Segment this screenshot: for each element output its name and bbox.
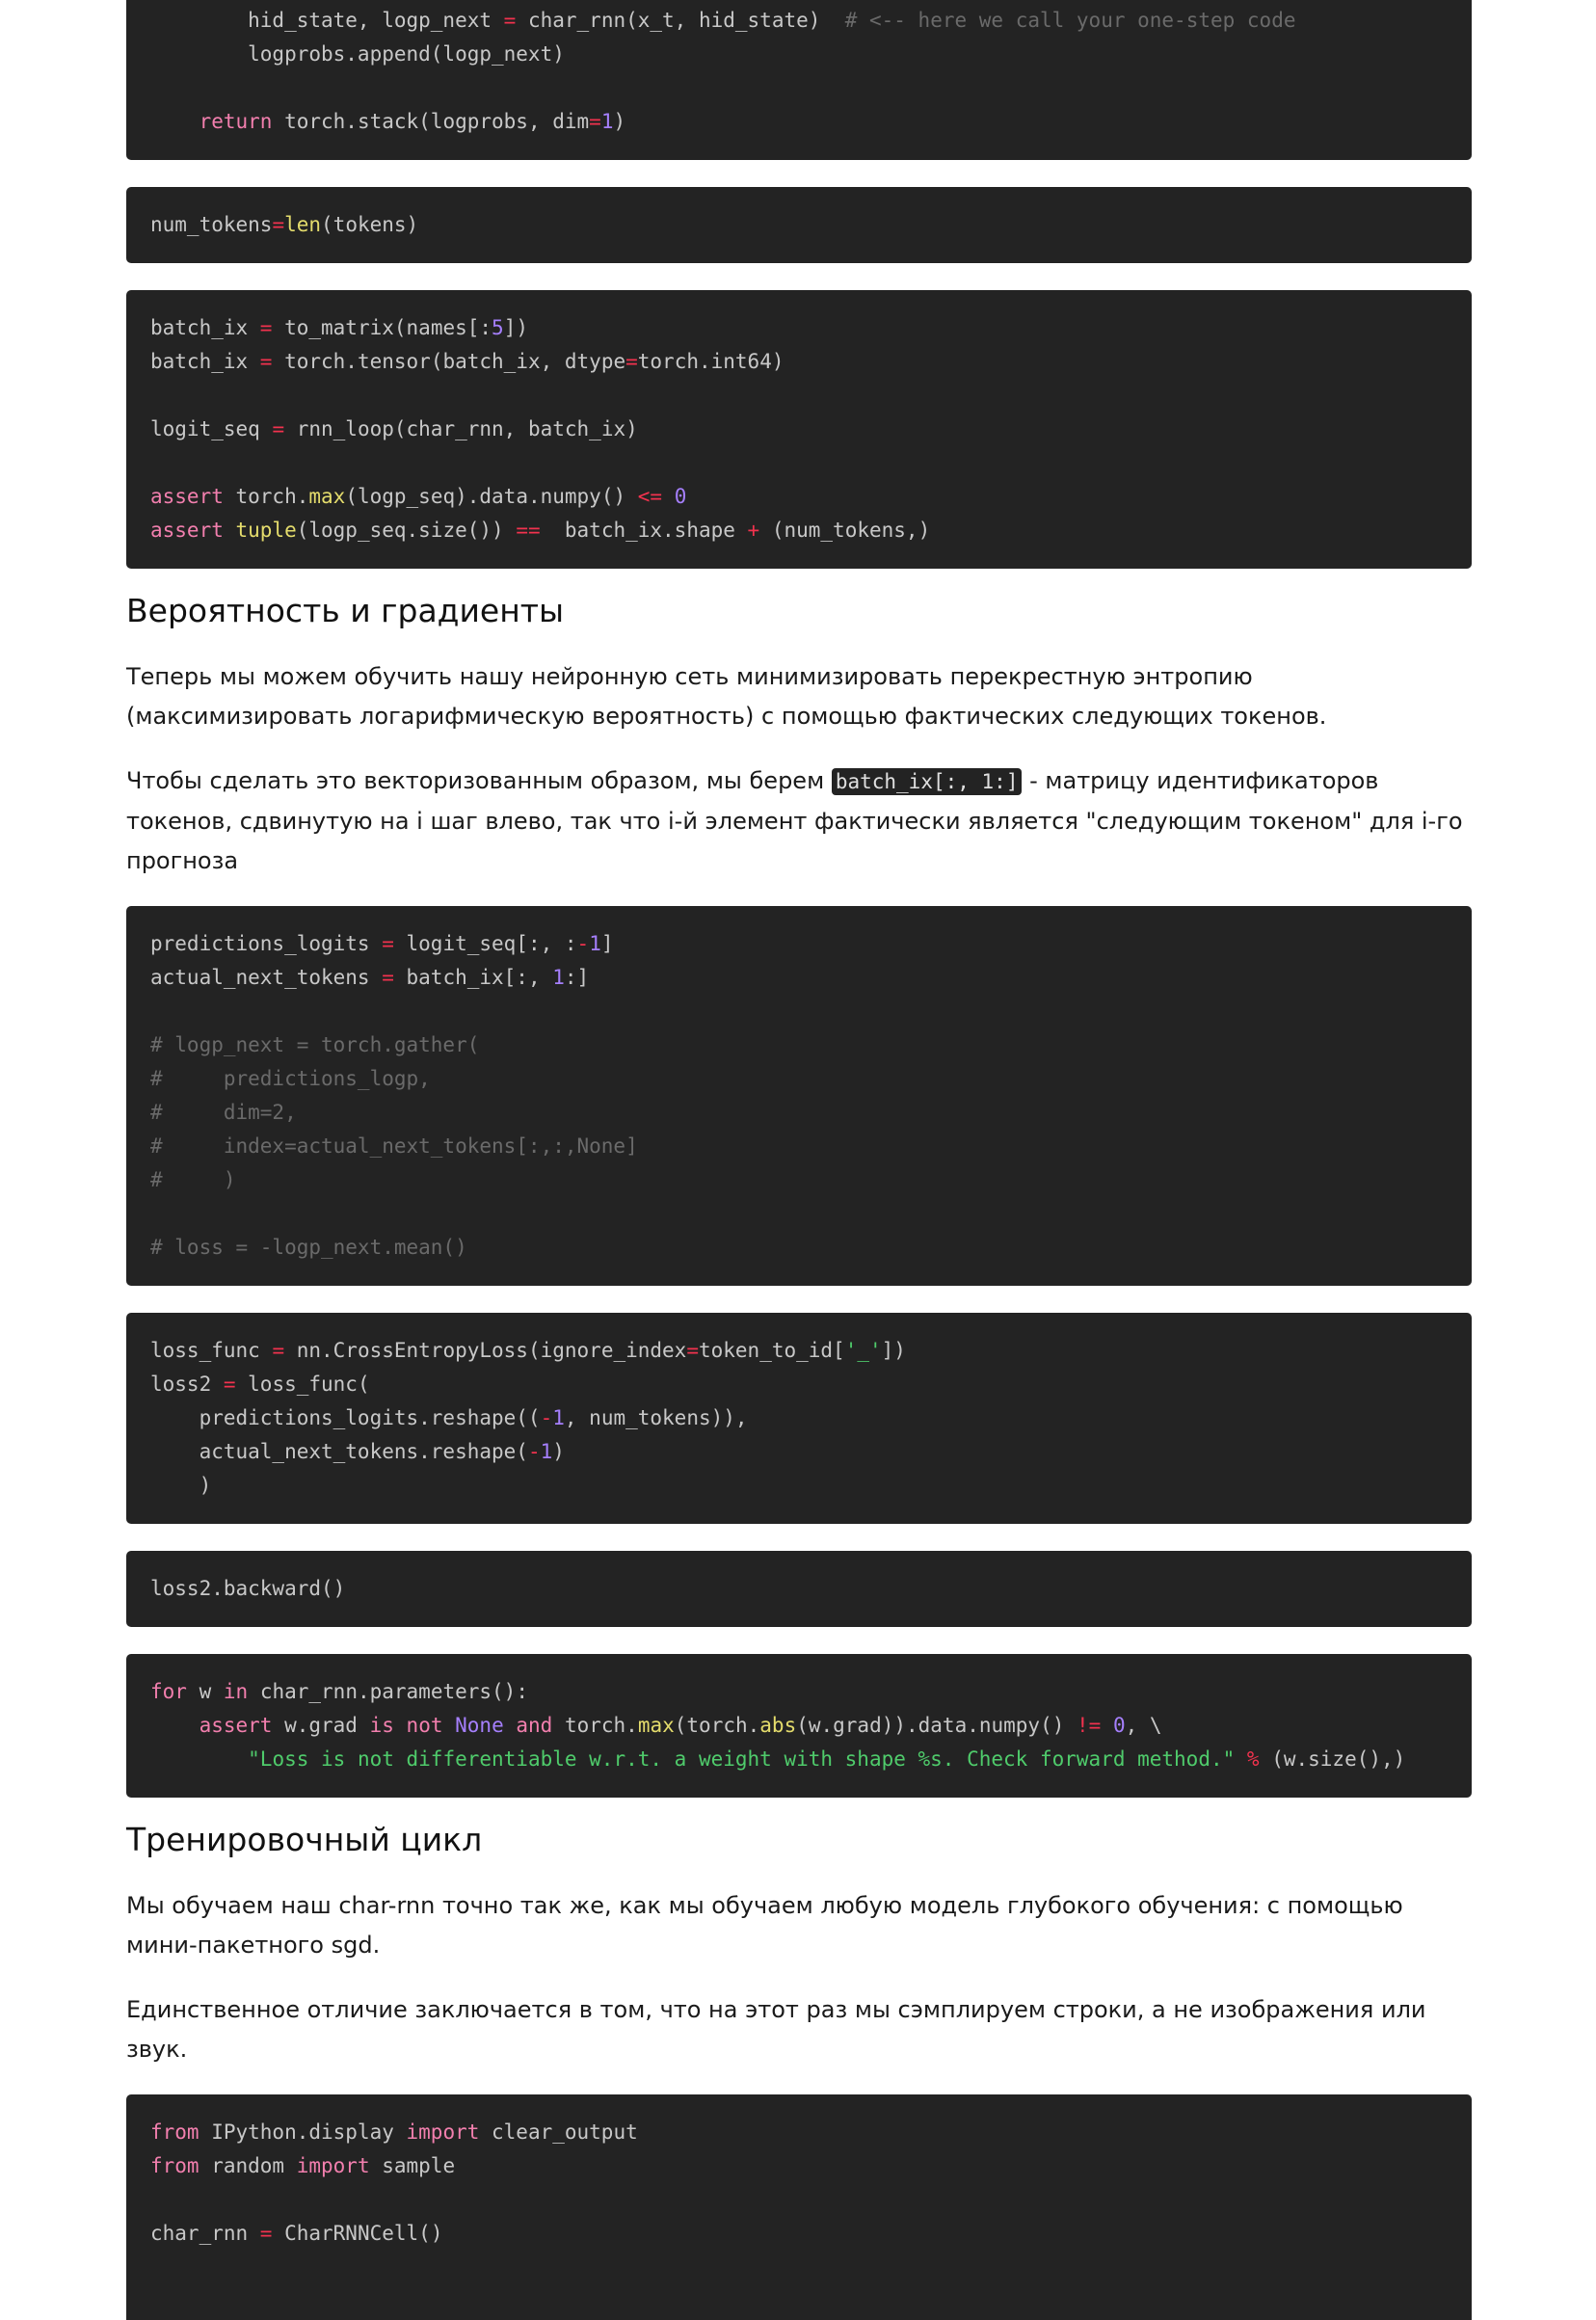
- keyword: from: [150, 2120, 200, 2144]
- code-line: [150, 311, 1448, 345]
- number-literal: 1: [540, 1440, 553, 1463]
- code-text: predictions_logits.reshape((: [150, 1406, 541, 1429]
- builtin-function: len: [284, 213, 322, 236]
- code-text: random: [199, 2154, 297, 2177]
- builtin-function: max: [637, 1714, 675, 1737]
- code-line: [150, 105, 1448, 139]
- code-line: [150, 1675, 1448, 1709]
- builtin-function: max: [308, 485, 346, 508]
- code-line: [150, 1197, 1448, 1231]
- code-line: [150, 1435, 1448, 1469]
- code-text: nn.CrossEntropyLoss(ignore_index: [284, 1339, 687, 1362]
- code-batch-test[interactable]: [126, 290, 1472, 569]
- code-line: [150, 4, 1448, 38]
- code-line: [150, 379, 1448, 413]
- paragraph: [126, 761, 1472, 881]
- code-text: [1235, 1747, 1247, 1771]
- code-text: w: [186, 1680, 224, 1703]
- keyword: and: [516, 1714, 553, 1737]
- code-text: torch.stack(logprobs, dim: [272, 110, 590, 133]
- code-line: [150, 995, 1448, 1028]
- paragraph: Мы обучаем наш char-rnn точно так же, как мы обучаем любую модель глубокого обучения: с помощью мини-пакетного sgd.: [126, 1892, 1403, 1959]
- operator: -: [576, 932, 590, 955]
- code-line: [150, 1062, 1448, 1096]
- code-text: ): [552, 1440, 565, 1463]
- operator: ==: [516, 519, 541, 542]
- code-line: [150, 1572, 1448, 1606]
- code-text: (torch.: [674, 1714, 760, 1737]
- code-line: [150, 1401, 1448, 1435]
- number-literal: 5: [492, 316, 504, 339]
- code-line: [150, 514, 1448, 547]
- operator: =: [259, 2222, 273, 2245]
- operator: +: [747, 519, 760, 542]
- code-line: [150, 2116, 1448, 2149]
- code-text: torch.: [552, 1714, 638, 1737]
- code-line: [150, 1231, 1448, 1265]
- code-text: w.grad: [272, 1714, 370, 1737]
- number-literal: 1: [600, 110, 614, 133]
- keyword: import: [296, 2154, 370, 2177]
- code-grad-check[interactable]: [126, 1654, 1472, 1798]
- code-text: predictions_logits: [150, 932, 383, 955]
- code-text: ): [613, 110, 626, 133]
- code-text: actual_next_tokens.reshape(: [150, 1440, 528, 1463]
- builtin-function: abs: [759, 1714, 797, 1737]
- code-text: [150, 1714, 200, 1737]
- code-text: hid_state, logp_next: [150, 9, 504, 32]
- code-text: (logp_seq).data.numpy(): [345, 485, 638, 508]
- code-rnn-loop-end[interactable]: [126, 0, 1472, 160]
- number-literal: 1: [552, 966, 565, 989]
- operator: =: [259, 350, 273, 373]
- code-text: [1101, 1714, 1113, 1737]
- code-text: ): [150, 1474, 212, 1497]
- code-text: [662, 485, 675, 508]
- code-text: CharRNNCell(): [272, 2222, 443, 2245]
- code-line: [150, 1028, 1448, 1062]
- operator: =: [272, 417, 285, 440]
- keyword: import: [406, 2120, 480, 2144]
- code-line: [150, 1709, 1448, 1743]
- paragraph-text: - матрицу идентификаторов токенов, сдвинутую на i шаг влево, так что i-й элемент фактически является "следующим токеном" для i-го прогноза: [126, 767, 1463, 874]
- code-text: ]: [600, 932, 614, 955]
- comment: # loss = -logp_next.mean(): [150, 1236, 467, 1259]
- code-line: [150, 446, 1448, 480]
- code-text: , \: [1125, 1714, 1162, 1737]
- code-text: torch.: [223, 485, 309, 508]
- code-text: ]): [881, 1339, 906, 1362]
- section-heading-training: Тренировочный цикл: [126, 1821, 483, 1858]
- code-line: [150, 961, 1448, 995]
- code-text: (w.size(),): [1259, 1747, 1406, 1771]
- code-line: [150, 413, 1448, 446]
- keyword: assert: [150, 519, 224, 542]
- number-literal: 1: [589, 932, 601, 955]
- code-text: (w.grad)).data.numpy(): [796, 1714, 1077, 1737]
- code-line: [150, 345, 1448, 379]
- code-line: [150, 1334, 1448, 1368]
- code-text: loss2.backward(): [150, 1577, 346, 1600]
- code-line: [150, 1469, 1448, 1503]
- operator: =: [272, 213, 285, 236]
- operator: =: [259, 316, 273, 339]
- operator: =: [503, 9, 517, 32]
- number-literal: 0: [674, 485, 687, 508]
- code-line: [150, 927, 1448, 961]
- comment: # index=actual_next_tokens[:,:,None]: [150, 1134, 638, 1158]
- code-line: [150, 38, 1448, 71]
- code-text: [442, 1714, 455, 1737]
- section-heading-likelihood: Вероятность и градиенты: [126, 592, 565, 629]
- code-text: logit_seq[:, :: [393, 932, 577, 955]
- operator: =: [223, 1373, 236, 1396]
- code-text: [394, 1714, 407, 1737]
- code-text: logprobs.append(logp_next): [150, 42, 565, 66]
- operator: =: [272, 1339, 285, 1362]
- code-text: logit_seq: [150, 417, 273, 440]
- keyword: for: [150, 1680, 187, 1703]
- code-text: loss2: [150, 1373, 224, 1396]
- code-text: char_rnn(x_t, hid_state): [516, 9, 845, 32]
- keyword: in: [223, 1680, 249, 1703]
- builtin-function: tuple: [235, 519, 297, 542]
- code-training-setup[interactable]: [126, 2094, 1472, 2320]
- code-text: [150, 1747, 248, 1771]
- number-literal: 1: [552, 1406, 565, 1429]
- operator: =: [625, 350, 638, 373]
- code-text: num_tokens: [150, 213, 273, 236]
- code-text: , num_tokens)),: [564, 1406, 748, 1429]
- inline-code: batch_ix[:, 1:]: [832, 768, 1023, 795]
- code-line: [150, 71, 1448, 105]
- comment: # logp_next = torch.gather(: [150, 1033, 480, 1056]
- operator: =: [589, 110, 601, 133]
- operator: !=: [1077, 1714, 1102, 1737]
- paragraph: Теперь мы можем обучить нашу нейронную сеть минимизировать перекрестную энтропию (максимизировать логарифмическую вероятность) с помощью фактических следующих токенов.: [126, 663, 1327, 730]
- code-text: sample: [369, 2154, 456, 2177]
- code-text: IPython.display: [199, 2120, 407, 2144]
- keyword: not: [406, 1714, 443, 1737]
- code-loss-func[interactable]: [126, 1313, 1472, 1524]
- code-line: [150, 2217, 1448, 2251]
- string-literal: "Loss is not differentiable w.r.t. a weight with shape %s. Check forward method.": [248, 1747, 1236, 1771]
- operator: -: [540, 1406, 553, 1429]
- code-line: [150, 208, 1448, 242]
- comment: # dim=2,: [150, 1101, 297, 1124]
- code-text: token_to_id[: [698, 1339, 845, 1362]
- code-line: [150, 1163, 1448, 1197]
- code-line: [150, 1368, 1448, 1401]
- code-text: torch.tensor(batch_ix, dtype: [272, 350, 626, 373]
- keyword: assert: [199, 1714, 273, 1737]
- constant: None: [455, 1714, 504, 1737]
- code-text: batch_ix: [150, 350, 260, 373]
- operator: <=: [637, 485, 663, 508]
- comment: # <-- here we call your one-step code: [844, 9, 1296, 32]
- operator: =: [382, 932, 394, 955]
- code-text: to_matrix(names[:: [272, 316, 492, 339]
- code-text: actual_next_tokens: [150, 966, 383, 989]
- keyword: assert: [150, 485, 224, 508]
- code-text: batch_ix[:,: [393, 966, 553, 989]
- keyword: from: [150, 2154, 200, 2177]
- code-line: [150, 480, 1448, 514]
- operator: =: [382, 966, 394, 989]
- code-line: [150, 2183, 1448, 2217]
- code-line: [150, 1096, 1448, 1130]
- code-text: (logp_seq.size()): [296, 519, 517, 542]
- code-text: clear_output: [479, 2120, 638, 2144]
- code-text: [150, 110, 200, 133]
- code-text: :]: [564, 966, 590, 989]
- code-text: char_rnn.parameters():: [248, 1680, 528, 1703]
- code-text: ]): [503, 316, 528, 339]
- code-text: [504, 1714, 517, 1737]
- paragraph-text: Чтобы сделать это векторизованным образом, мы берем: [126, 767, 832, 794]
- code-text: (tokens): [321, 213, 419, 236]
- code-text: [224, 519, 236, 542]
- code-text: char_rnn: [150, 2222, 260, 2245]
- code-line: [150, 1130, 1448, 1163]
- code-predictions[interactable]: [126, 906, 1472, 1286]
- code-text: batch_ix: [150, 316, 260, 339]
- paragraph: Единственное отличие заключается в том, что на этот раз мы сэмплируем строки, а не изображения или звук.: [126, 1996, 1426, 2063]
- comment: # ): [150, 1168, 236, 1191]
- keyword: is: [369, 1714, 394, 1737]
- code-num-tokens[interactable]: [126, 187, 1472, 263]
- code-text: loss_func(: [235, 1373, 370, 1396]
- notebook-page: [126, 0, 1472, 2320]
- operator: =: [686, 1339, 699, 1362]
- number-literal: 0: [1112, 1714, 1126, 1737]
- operator: -: [527, 1440, 541, 1463]
- code-text: loss_func: [150, 1339, 273, 1362]
- string-literal: '_': [844, 1339, 882, 1362]
- code-text: batch_ix.shape: [540, 519, 748, 542]
- keyword: return: [199, 110, 273, 133]
- code-text: (num_tokens,): [759, 519, 931, 542]
- code-line: [150, 1743, 1448, 1776]
- code-text: torch.int64): [637, 350, 785, 373]
- code-line: [150, 2149, 1448, 2183]
- operator: %: [1246, 1747, 1260, 1771]
- code-backward[interactable]: [126, 1551, 1472, 1627]
- code-text: rnn_loop(char_rnn, batch_ix): [284, 417, 638, 440]
- comment: # predictions_logp,: [150, 1067, 431, 1090]
